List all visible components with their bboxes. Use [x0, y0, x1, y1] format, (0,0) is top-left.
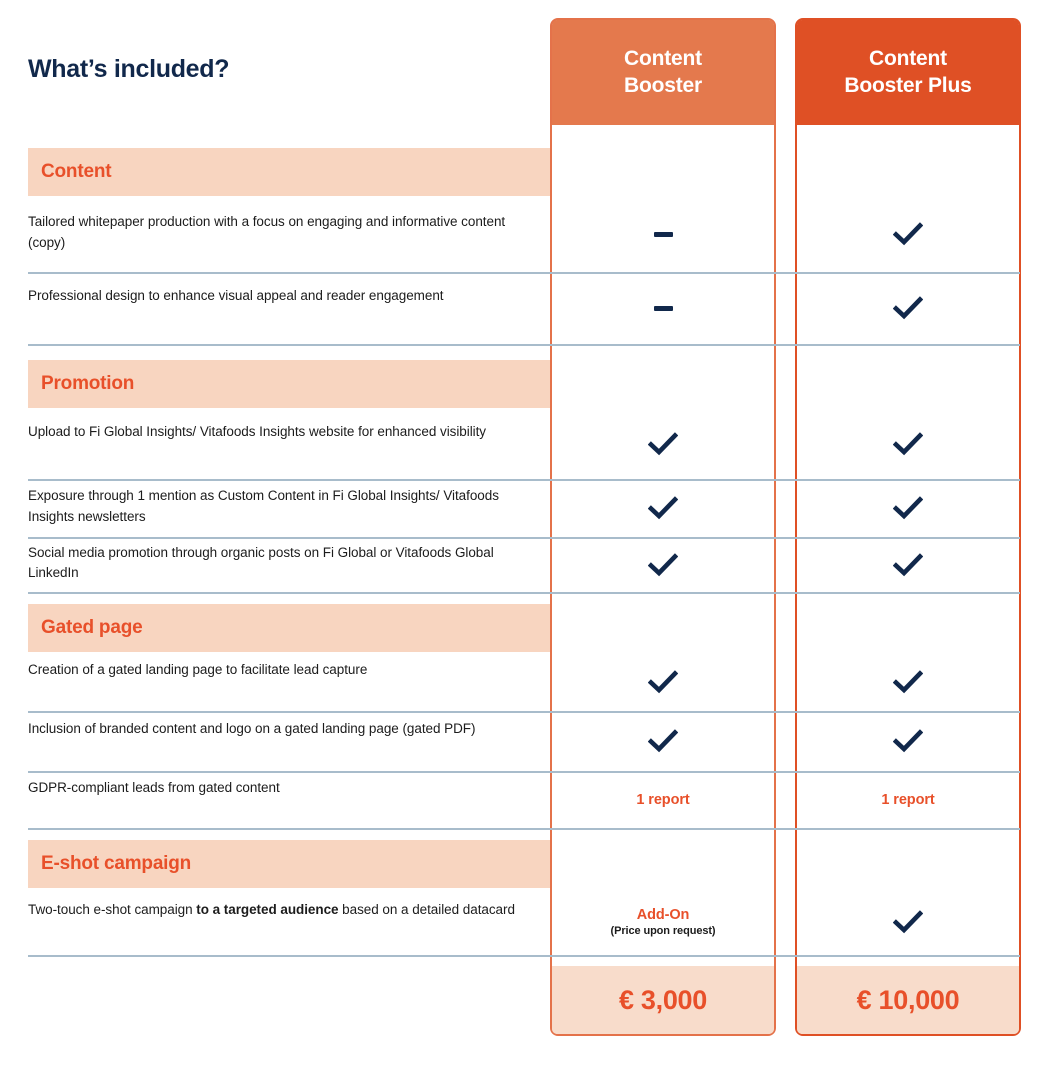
plan-header-content-booster-plus — [797, 20, 1019, 125]
check-icon — [648, 670, 678, 694]
cell-value-text: Add-On — [636, 906, 690, 923]
check-icon — [893, 910, 923, 934]
feature-label-professional-design: Professional design to enhance visual appeal and reader engagement — [28, 288, 444, 303]
section-header-gated-page — [28, 604, 550, 652]
cell-gated-landing-page-plan-1 — [550, 652, 776, 711]
cell-professional-design-plan-1 — [550, 272, 776, 344]
cell-social-media-promotion-plan-1 — [550, 537, 776, 592]
cell-newsletter-mention-plan-2 — [795, 479, 1021, 537]
check-icon — [893, 729, 923, 753]
section-label: Content — [41, 161, 112, 182]
section-header-promotion — [28, 360, 550, 408]
feature-label-whitepaper-production: Tailored whitepaper production with a focus on engaging and informative content (copy) — [28, 214, 506, 250]
check-icon — [893, 296, 923, 320]
plan-name-line1: Content — [624, 47, 702, 71]
cell-gdpr-leads-plan-2 — [795, 771, 1021, 828]
check-icon — [648, 729, 678, 753]
cell-social-media-promotion-plan-2 — [795, 537, 1021, 592]
dash-icon — [654, 306, 673, 311]
check-icon — [648, 432, 678, 456]
check-icon — [893, 432, 923, 456]
plan-name-line2: Booster Plus — [844, 73, 972, 97]
plan-name-line1: Content — [869, 47, 947, 71]
cell-value-text: 1 report — [881, 791, 935, 808]
section-header-e-shot-campaign — [28, 840, 550, 888]
plan-name-line2: Booster — [624, 73, 702, 97]
check-icon — [893, 496, 923, 520]
check-icon — [893, 222, 923, 246]
row-separator — [28, 828, 1020, 830]
feature-label-two-touch-e-shot: Two-touch e-shot campaign to a targeted audience based on a detailed datacard — [28, 901, 515, 917]
cell-newsletter-mention-plan-1 — [550, 479, 776, 537]
cell-two-touch-e-shot-plan-1 — [550, 888, 776, 955]
section-label: Gated page — [41, 617, 143, 638]
feature-label-gated-landing-page: Creation of a gated landing page to facilitate lead capture — [28, 661, 368, 677]
dash-icon — [654, 232, 673, 237]
section-label: Promotion — [41, 373, 135, 394]
row-separator — [28, 955, 1020, 957]
plan-header-content-booster — [552, 20, 774, 125]
cell-branded-content-logo-plan-2 — [795, 711, 1021, 771]
cell-value-subtext: (Price upon request) — [610, 924, 716, 937]
feature-label-upload-insights-website: Upload to Fi Global Insights/ Vitafoods Insights website for enhanced visibility — [28, 423, 487, 439]
row-separator — [28, 344, 1020, 346]
cell-upload-insights-website-plan-1 — [550, 408, 776, 479]
cell-upload-insights-website-plan-2 — [795, 408, 1021, 479]
feature-label-branded-content-logo: Inclusion of branded content and logo on a gated landing page (gated PDF) — [28, 721, 476, 736]
cell-whitepaper-production-plan-2 — [795, 196, 1021, 272]
plan-price-content-booster-plus: € 10,000 — [797, 966, 1019, 1034]
feature-label-newsletter-mention: Exposure through 1 mention as Custom Content in Fi Global Insights/ Vitafoods Insights newsletters — [28, 488, 499, 524]
check-icon — [648, 553, 678, 577]
row-separator — [28, 592, 1020, 594]
check-icon — [893, 670, 923, 694]
cell-value-text: 1 report — [636, 791, 690, 808]
cell-professional-design-plan-2 — [795, 272, 1021, 344]
section-header-content — [28, 148, 550, 196]
check-icon — [893, 553, 923, 577]
check-icon — [648, 496, 678, 520]
feature-label-social-media-promotion: Social media promotion through organic posts on Fi Global or Vitafoods Global LinkedIn — [28, 544, 494, 581]
plan-price-content-booster: € 3,000 — [552, 966, 774, 1034]
section-label: E-shot campaign — [41, 853, 192, 874]
feature-label-gdpr-leads: GDPR-compliant leads from gated content — [28, 779, 280, 795]
cell-two-touch-e-shot-plan-2 — [795, 888, 1021, 955]
cell-gated-landing-page-plan-2 — [795, 652, 1021, 711]
cell-whitepaper-production-plan-1 — [550, 196, 776, 272]
cell-branded-content-logo-plan-1 — [550, 711, 776, 771]
page-title: What’s included? — [28, 55, 230, 83]
cell-gdpr-leads-plan-1 — [550, 771, 776, 828]
